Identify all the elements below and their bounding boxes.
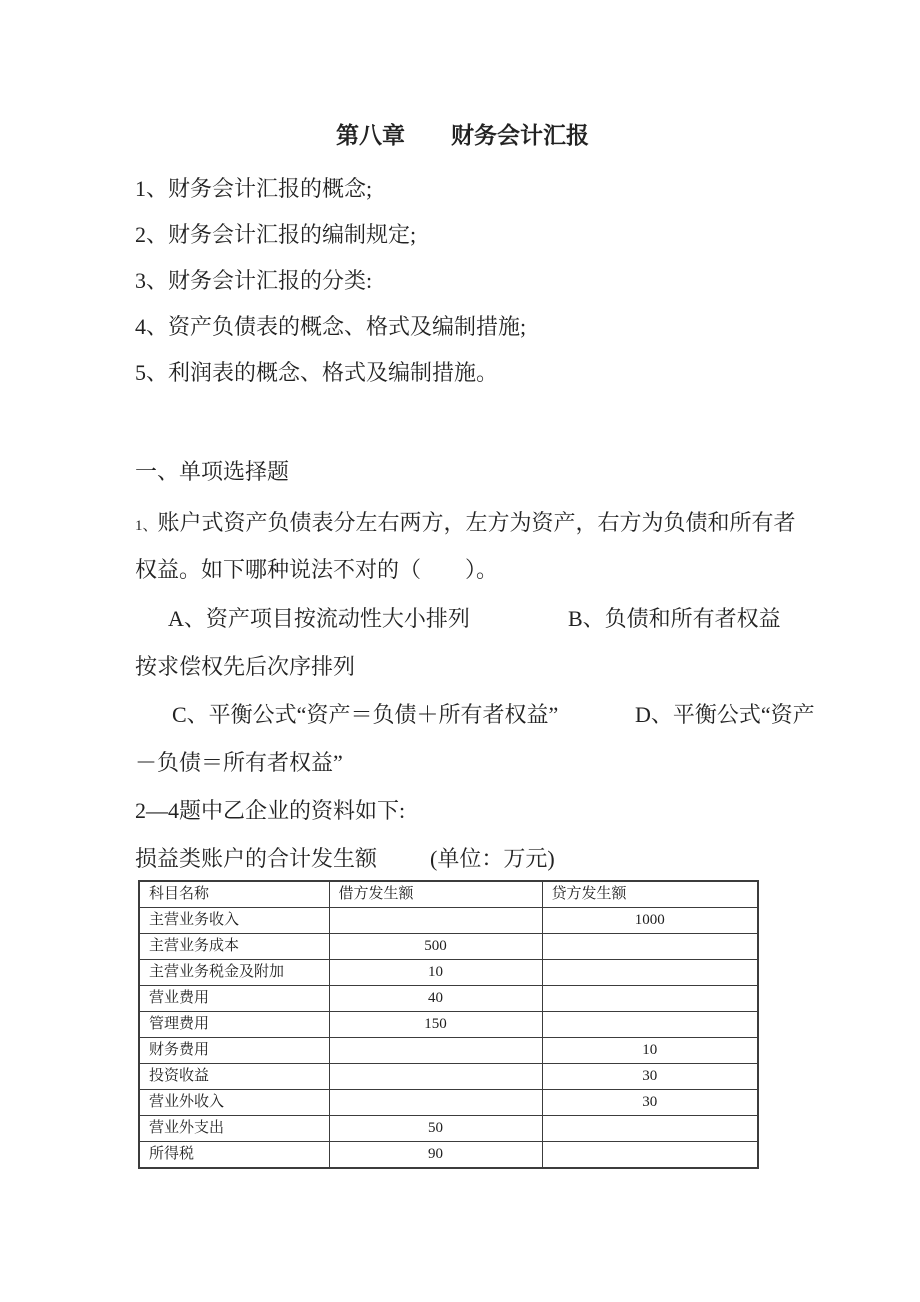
account-name-cell: 营业费用: [139, 986, 329, 1012]
question-1-stem-line-1: [135, 508, 815, 541]
credit-cell: [542, 934, 758, 960]
account-name-cell: 主营业务税金及附加: [139, 960, 329, 986]
outline-item-1: 1、财务会计汇报的概念;: [135, 176, 373, 201]
question-1-stem-text: 账户式资产负债表分左右两方，左方为资产，右方为负债和所有者: [157, 510, 796, 535]
accounts-table: [138, 880, 759, 1169]
account-name-cell: 主营业务收入: [139, 908, 329, 934]
table-row: [139, 908, 758, 934]
account-name-cell: 投资收益: [139, 1064, 329, 1090]
debit-cell: 150: [329, 1012, 542, 1038]
credit-cell: [542, 986, 758, 1012]
table-unit-label: (单位：万元): [430, 846, 555, 871]
table-row: [139, 1116, 758, 1142]
debit-cell: [329, 1090, 542, 1116]
table-header-credit: 贷方发生额: [542, 881, 758, 908]
debit-cell: [329, 1038, 542, 1064]
table-header-debit: 借方发生额: [329, 881, 542, 908]
table-row: [139, 1142, 758, 1169]
credit-cell: 30: [542, 1090, 758, 1116]
debit-cell: 500: [329, 934, 542, 960]
option-b-continuation: 按求偿权先后次序排列: [135, 654, 356, 679]
table-row: [139, 1064, 758, 1090]
table-caption: 损益类账户的合计发生额: [135, 846, 378, 871]
outline-item-5: 5、利润表的概念、格式及编制措施。: [135, 360, 499, 385]
debit-cell: 90: [329, 1142, 542, 1169]
credit-cell: [542, 960, 758, 986]
table-row: [139, 934, 758, 960]
credit-cell: 1000: [542, 908, 758, 934]
account-name-cell: 营业外收入: [139, 1090, 329, 1116]
option-d: D、平衡公式“资产: [635, 702, 815, 727]
chapter-title: 第八章 财务会计汇报: [336, 123, 589, 148]
account-name-cell: 主营业务成本: [139, 934, 329, 960]
question-1-stem-line-2: 权益。如下哪种说法不对的（ ）。: [135, 557, 499, 582]
debit-cell: 40: [329, 986, 542, 1012]
table-header-row: [139, 881, 758, 908]
table-header-account: 科目名称: [139, 881, 329, 908]
debit-cell: [329, 1064, 542, 1090]
data-intro: 2—4题中乙企业的资料如下:: [135, 798, 406, 823]
credit-cell: 30: [542, 1064, 758, 1090]
option-b: B、负债和所有者权益: [568, 606, 781, 631]
account-name-cell: 管理费用: [139, 1012, 329, 1038]
table-row: [139, 1012, 758, 1038]
outline-item-2: 2、财务会计汇报的编制规定;: [135, 222, 417, 247]
credit-cell: [542, 1142, 758, 1169]
debit-cell: [329, 908, 542, 934]
option-c: C、平衡公式“资产＝负债＋所有者权益”: [172, 702, 559, 727]
account-name-cell: 营业外支出: [139, 1116, 329, 1142]
table-row: [139, 1038, 758, 1064]
table-row: [139, 1090, 758, 1116]
outline-item-3: 3、财务会计汇报的分类:: [135, 268, 373, 293]
section-heading: 一、单项选择题: [135, 459, 290, 484]
option-a: A、资产项目按流动性大小排列: [168, 606, 470, 631]
debit-cell: 50: [329, 1116, 542, 1142]
credit-cell: [542, 1012, 758, 1038]
question-1-number: 1、: [135, 518, 158, 534]
outline-item-4: 4、资产负债表的概念、格式及编制措施;: [135, 314, 527, 339]
table-row: [139, 986, 758, 1012]
debit-cell: 10: [329, 960, 542, 986]
table-row: [139, 960, 758, 986]
option-d-continuation: －负债＝所有者权益”: [135, 750, 343, 775]
credit-cell: [542, 1116, 758, 1142]
account-name-cell: 财务费用: [139, 1038, 329, 1064]
credit-cell: 10: [542, 1038, 758, 1064]
account-name-cell: 所得税: [139, 1142, 329, 1169]
